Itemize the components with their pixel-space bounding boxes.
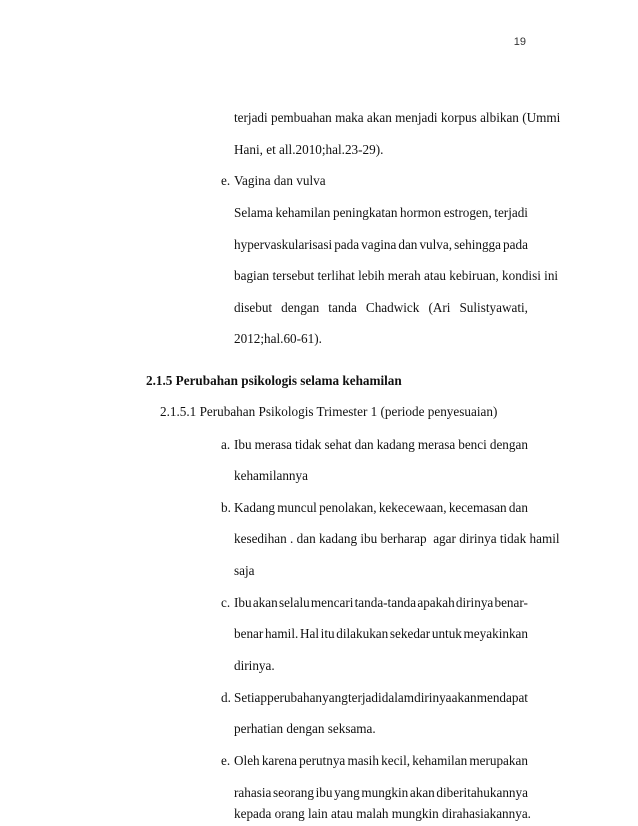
paragraph-line [234, 595, 528, 611]
page-number: 19 [513, 36, 526, 48]
list-marker: e. [221, 173, 231, 188]
word: Chadwick [365, 300, 420, 315]
word: akan [451, 690, 477, 705]
word: tanda-tanda [354, 595, 417, 610]
word: perutnya [299, 753, 346, 768]
word: kadang [376, 437, 415, 452]
word: yang [322, 690, 348, 705]
word: hypervaskularisasi [234, 237, 333, 252]
paragraph-line: terjadi pembuahan maka akan menjadi korpus albikan (Ummi [234, 110, 561, 125]
word: selalu [278, 595, 310, 610]
word: hamil. [264, 626, 299, 641]
word: pada [334, 237, 360, 252]
word: dengan [489, 437, 528, 452]
list-marker: a. [221, 437, 231, 452]
word: Ibu [234, 595, 252, 610]
word: dan [398, 237, 418, 252]
word: estrogen, [443, 205, 492, 220]
paragraph-line: saja [234, 563, 255, 578]
word: tidak [295, 437, 322, 452]
word: pada [503, 237, 528, 252]
word: (Ari [428, 300, 451, 315]
word: Ibu [234, 437, 252, 452]
word: sehat [324, 437, 352, 452]
word: Oleh [234, 753, 260, 768]
word: vulva, [419, 237, 453, 252]
word: dan [354, 437, 374, 452]
paragraph-line: perhatian dengan seksama. [234, 721, 376, 736]
word: akan [252, 595, 278, 610]
word: kecil, [381, 753, 411, 768]
paragraph-line: dirinya. [234, 658, 275, 673]
word: Setiap [234, 690, 267, 705]
word: Selama [234, 205, 273, 220]
word: muncul [277, 500, 317, 515]
word: apakah [417, 595, 455, 610]
paragraph-line: bagian tersebut terlihat lebih merah atau kebiruan, kondisi ini [234, 268, 559, 283]
word: merasa [254, 437, 292, 452]
list-item-title: Vagina dan vulva [234, 173, 326, 188]
word: mendapat [476, 690, 528, 705]
word: untuk [431, 626, 462, 641]
paragraph-line [234, 690, 528, 706]
paragraph-line: 2012;hal.60-61). [234, 331, 322, 346]
list-marker: c. [221, 595, 231, 610]
paragraph-line: kehamilannya [234, 468, 308, 483]
word: diberitahukannya [436, 785, 528, 800]
word: meyakinkan [463, 626, 528, 641]
paragraph-line [234, 300, 528, 316]
word: dan [508, 500, 528, 515]
paragraph-line: kesedihan . dan kadang ibu berharap agar dirinya tidak hamil [234, 531, 560, 546]
word: merasa [417, 437, 456, 452]
word: benar [234, 626, 264, 641]
word: rahasia [234, 785, 272, 800]
list-marker: b. [221, 500, 231, 515]
word: kekecewaan, [378, 500, 447, 515]
word: Kadang [234, 500, 276, 515]
word: kecemasan [448, 500, 507, 515]
word: terjadi [347, 690, 382, 705]
word: disebut [234, 300, 273, 315]
paragraph-line [234, 626, 528, 642]
paragraph-line [234, 237, 528, 253]
word: vagina [361, 237, 397, 252]
word: hormon [400, 205, 442, 220]
word: perubahan [267, 690, 323, 705]
word: dengan [281, 300, 320, 315]
word: Sulistyawati, [459, 300, 528, 315]
word: mencari [310, 595, 354, 610]
word: dirinya [414, 690, 452, 705]
subsection-heading: 2.1.5.1 Perubahan Psikologis Trimester 1 (periode penyesuaian) [160, 404, 498, 419]
word: merupakan [469, 753, 528, 768]
word: penolakan, [319, 500, 377, 515]
paragraph-line: kepada orang lain atau malah mungkin dirahasiakannya. [234, 806, 531, 821]
section-heading: 2.1.5 Perubahan psikologis selama kehamilan [146, 373, 402, 388]
paragraph-line [234, 500, 528, 516]
paragraph-line [234, 437, 528, 453]
word: sekedar [389, 626, 431, 641]
paragraph-line [234, 205, 528, 221]
paragraph-line: Hani, et all.2010;hal.23-29). [234, 142, 384, 157]
word: itu [320, 626, 335, 641]
word: peningkatan [332, 205, 398, 220]
paragraph-line [234, 753, 528, 769]
word: kehamilan [412, 753, 468, 768]
list-marker: d. [221, 690, 231, 705]
word: mungkin [361, 785, 409, 800]
word: dirinya [455, 595, 494, 610]
word: tanda [328, 300, 357, 315]
word: dilakukan [336, 626, 389, 641]
word: benar- [494, 595, 528, 610]
paragraph-line [234, 785, 528, 801]
list-marker: e. [221, 753, 231, 768]
word: Hal [299, 626, 319, 641]
word: benci [458, 437, 487, 452]
word: ibu [315, 785, 333, 800]
word: dalam [381, 690, 415, 705]
word: karena [261, 753, 297, 768]
word: masih [347, 753, 379, 768]
word: kehamilan [275, 205, 331, 220]
word: yang [334, 785, 360, 800]
word: akan [409, 785, 435, 800]
word: sehingga [454, 237, 501, 252]
word: seorang [272, 785, 314, 800]
word: terjadi [494, 205, 528, 220]
